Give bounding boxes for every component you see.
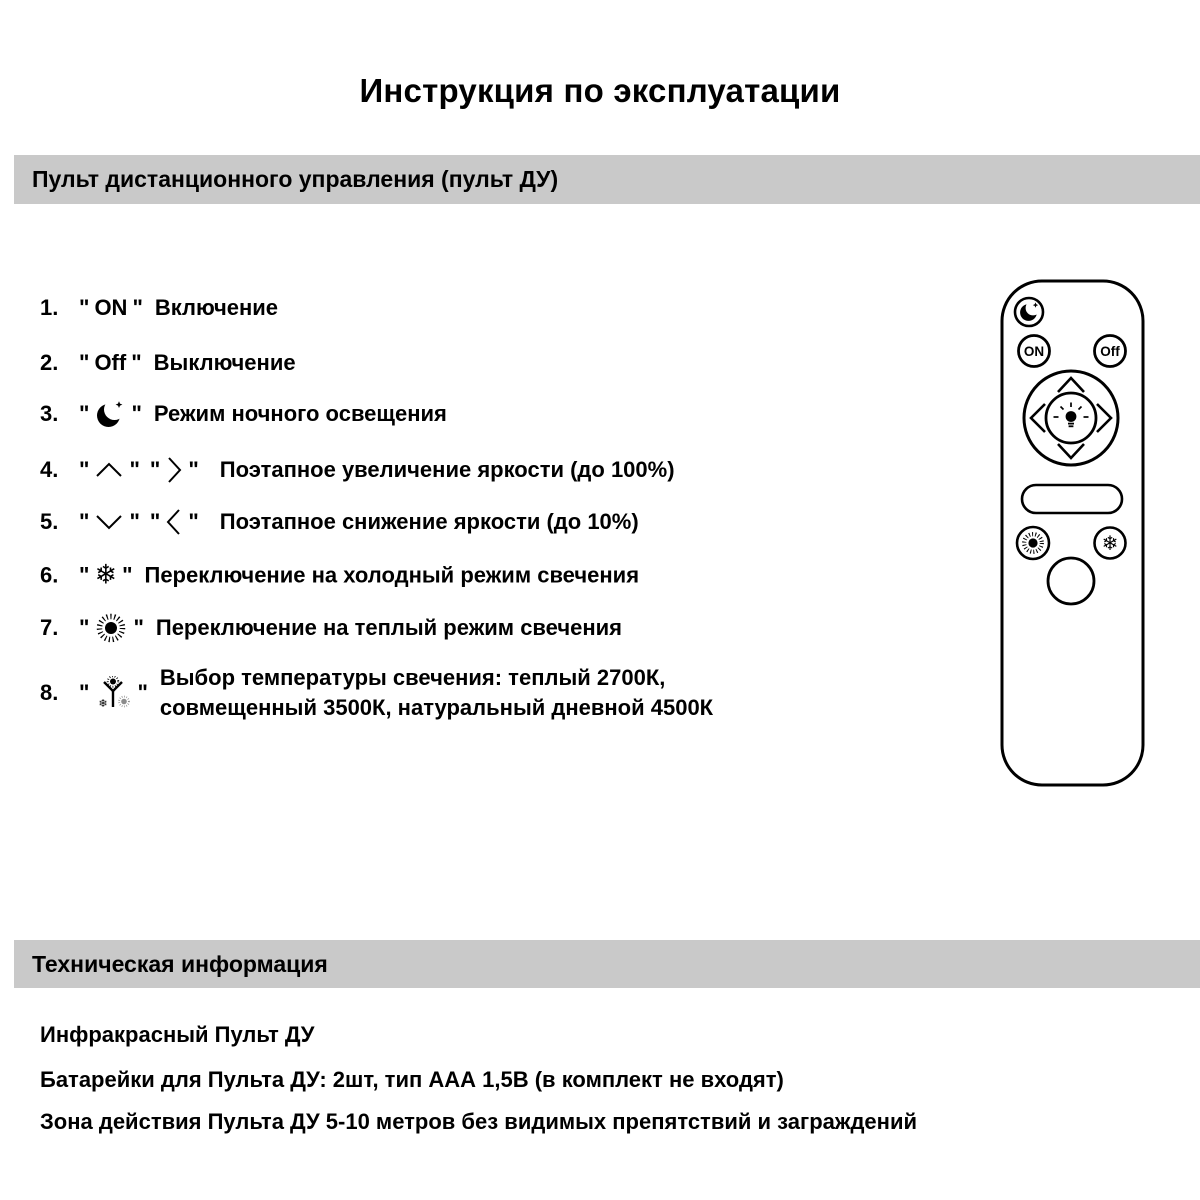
item-number: 5.: [40, 509, 59, 534]
quote-mark: ": [188, 509, 199, 534]
quote-mark: ": [149, 457, 161, 482]
list-item-color-temperature: [40, 663, 900, 723]
item-number: 8.: [40, 680, 59, 705]
description-line-2: совмещенный 3500К, натуральный дневной 4500К: [159, 695, 714, 720]
item-number: 3.: [40, 401, 59, 426]
list-item-warm-mode: [40, 611, 622, 645]
quote-mark: ": [79, 350, 90, 375]
quote-mark: ": [132, 295, 143, 320]
remote-control-illustration: [995, 277, 1151, 793]
quote-mark: ": [79, 562, 90, 587]
list-item-brightness-up: [40, 454, 675, 486]
item-number: 2.: [40, 350, 59, 375]
item-description: Переключение на теплый режим свечения: [155, 615, 623, 640]
on-label: ON: [94, 295, 128, 320]
mini-snowflake-glyph: ❄: [98, 697, 109, 710]
warm-sun-icon: [94, 611, 128, 645]
quote-mark: ": [188, 457, 199, 482]
item-description: Переключение на холодный режим свечения: [144, 562, 640, 587]
quote-mark: ": [129, 457, 140, 482]
quote-mark: ": [149, 509, 161, 534]
section-heading-remote: Пульт дистанционного управления (пульт ДУ): [32, 166, 559, 192]
list-item-brightness-down: [40, 506, 639, 538]
item-number: 4.: [40, 457, 59, 482]
list-item-off: [40, 350, 296, 376]
remote-off-label: Off: [1100, 344, 1120, 359]
quote-mark: ": [133, 615, 144, 640]
crescent-moon-icon: [1020, 304, 1037, 321]
section-heading-tech: Техническая информация: [32, 950, 328, 977]
quote-mark: ": [79, 295, 90, 320]
list-item-cold-mode: [40, 559, 640, 591]
item-number: 6.: [40, 562, 59, 587]
color-temperature-icon: [94, 676, 132, 710]
chevron-down-icon: [94, 513, 124, 531]
quote-mark: ": [129, 509, 140, 534]
quote-mark: ": [79, 401, 90, 426]
page-title: Инструкция по эксплуатации: [359, 72, 841, 109]
quote-mark: ": [131, 350, 142, 375]
quote-mark: ": [131, 401, 142, 426]
remote-on-label: ON: [1023, 344, 1045, 359]
description-line-1: Выбор температуры свечения: теплый 2700К,: [159, 665, 666, 690]
tech-line-remote-type: Инфракрасный Пульт ДУ: [40, 1022, 315, 1047]
quote-mark: ": [79, 509, 90, 534]
list-item-night-mode: [40, 398, 447, 430]
item-description: Режим ночного освещения: [153, 401, 447, 426]
quote-mark: ": [79, 680, 90, 705]
item-description: [160, 663, 900, 723]
section-header-tech: [14, 940, 1200, 988]
list-item-on: [40, 295, 278, 321]
item-description: Поэтапное снижение яркости (до 10%): [219, 509, 639, 534]
quote-mark: ": [79, 457, 90, 482]
snowflake-icon: ❄: [1101, 531, 1119, 555]
quote-mark: ": [122, 562, 133, 587]
remote-pill-button: [1022, 485, 1122, 513]
chevron-right-icon: [165, 454, 183, 486]
item-description: Выключение: [153, 350, 296, 375]
snowflake-icon: ❄: [94, 559, 118, 591]
quote-mark: ": [79, 615, 90, 640]
chevron-left-icon: [165, 506, 183, 538]
tech-line-range: Зона действия Пульта ДУ 5-10 метров без видимых препятствий и заграждений: [40, 1109, 918, 1134]
item-description: Включение: [154, 295, 279, 320]
item-number: 1.: [40, 295, 59, 320]
section-header-remote: [14, 155, 1200, 204]
off-label: Off: [94, 350, 127, 375]
item-number: 7.: [40, 615, 59, 640]
tech-line-batteries: Батарейки для Пульта ДУ: 2шт, тип ААА 1,5В (в комплект не входят): [40, 1067, 784, 1092]
chevron-up-icon: [94, 461, 124, 479]
crescent-moon-icon: [94, 398, 126, 430]
item-description: Поэтапное увеличение яркости (до 100%): [219, 457, 675, 482]
quote-mark: ": [137, 680, 148, 705]
warm-sun-icon: [1028, 538, 1037, 547]
